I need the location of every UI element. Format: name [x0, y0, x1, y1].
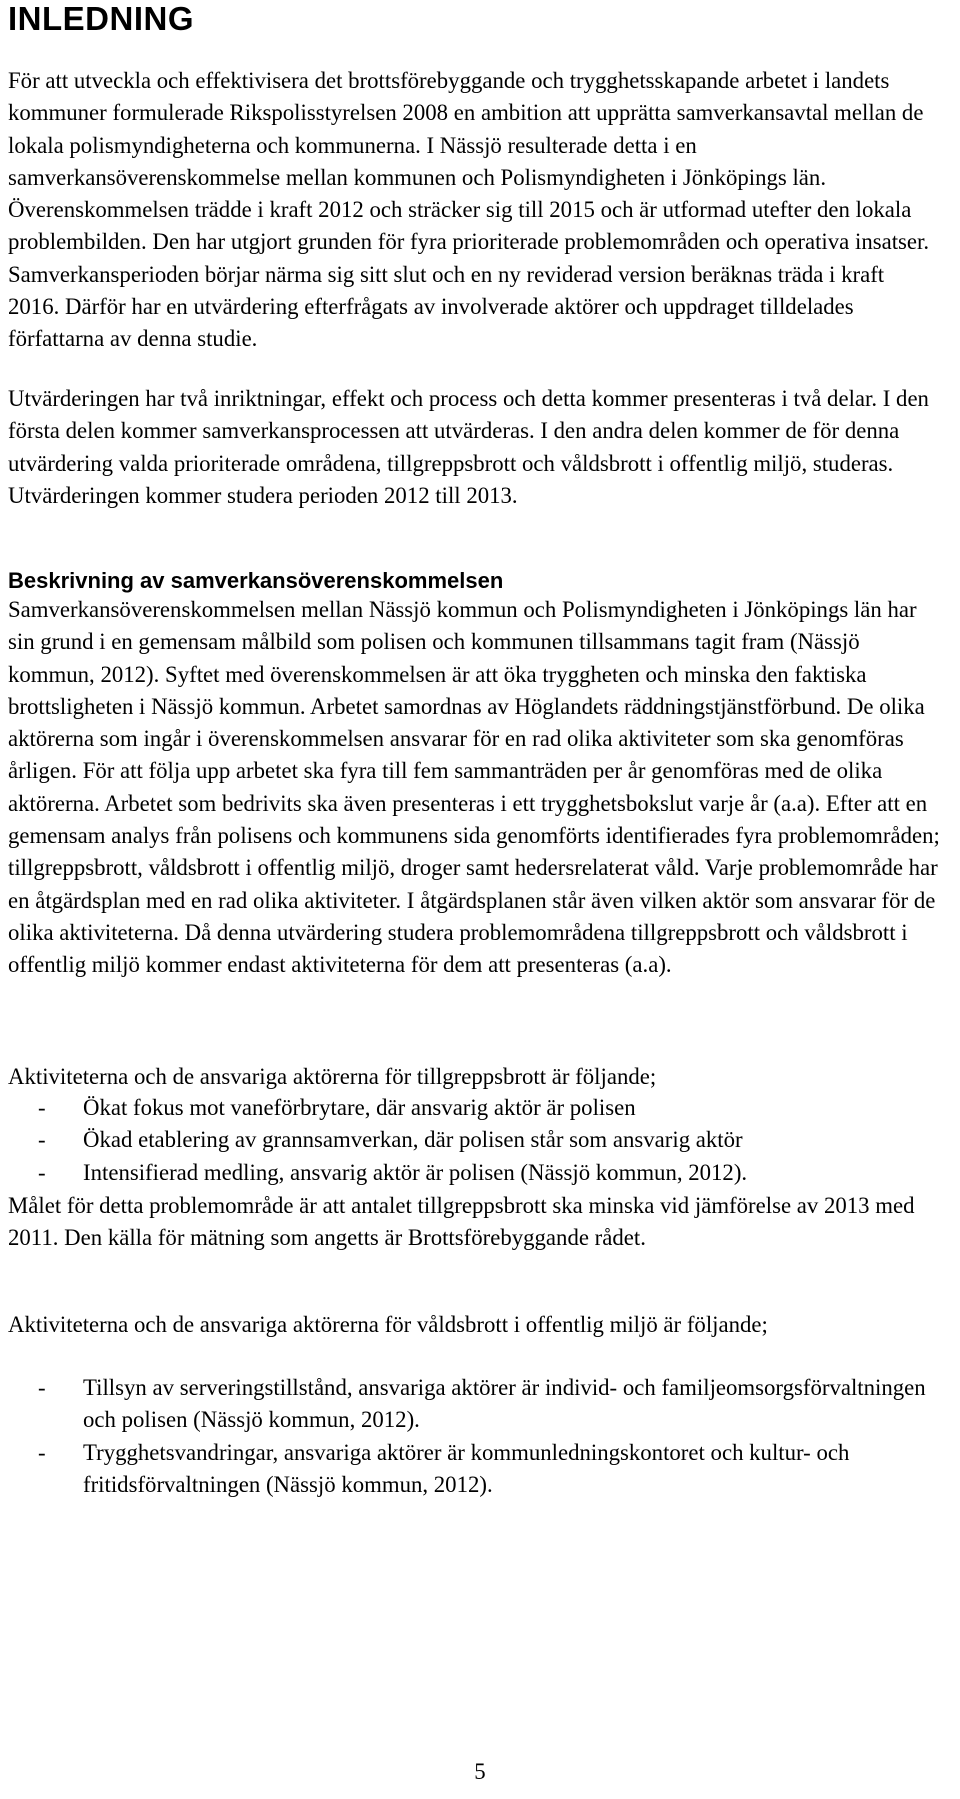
list-dash: -	[38, 1375, 46, 1400]
document-page	[8, 0, 943, 1799]
list-item	[8, 1157, 938, 1189]
theft-activities-intro: Aktiviteterna och de ansvariga aktörerna för tillgreppsbrott är följande;	[8, 1064, 657, 1089]
list-item	[8, 1437, 938, 1502]
list-dash: -	[38, 1159, 46, 1185]
list-dash: -	[38, 1127, 46, 1153]
theft-goal-paragraph: Målet för detta problemområde är att antalet tillgreppsbrott ska minska vid jämförelse av 2013 med 2011. Den källa för mätning som angetts är Brottsförebyggande rådet.	[8, 1193, 915, 1251]
intro-paragraph-1: För att utveckla och effektivisera det brottsförebyggande och trygghetsskapande arbetet i landets kommuner formulerade Rikspolisstyrelsen 2008 en ambition att upprätta samverkansavtal mellan de lokala polismyndigheterna och kommunerna. I Nässjö resulterade detta i en samverkansöverenskommelse mellan kommunen och Polismyndigheten i Jönköpings län. Överenskommelsen trädde i kraft 2012 och sträcker sig till 2015 och är utformad utefter den lokala problembilden. Den har utgjort grunden för fyra prioriterade problemområden och operativa insatser. Samverkansperioden börjar närma sig sitt slut och en ny reviderad version beräknas träda i kraft 2016. Därför har en utvärdering efterfrågats av involverade aktörer och uppdraget tilldelades författarna av denna studie.	[8, 68, 930, 352]
list-dash: -	[38, 1439, 46, 1465]
list-item	[8, 1092, 938, 1124]
section-paragraph-1: Samverkansöverenskommelsen mellan Nässjö kommun och Polismyndigheten i Jönköpings län har sin grund i en gemensam målbild som polisen och kommunen tillsammans tagit fram (Nässjö kommun, 2012). Syftet med överenskommelsen är att öka tryggheten och minska den faktiska brottsligheten i Nässjö kommun. Arbetet samordnas av Höglandets räddningstjänstförbund. De olika aktörerna som ingår i överenskommelsen ansvarar för en rad olika aktiviteter som ska genomföras årligen. För att följa upp arbetet ska fyra till fem sammanträden per år genomföras med de olika aktörerna. Arbetet som bedrivits ska även presenteras i ett trygghetsbokslut varje år (a.a). Efter att en gemensam analys från polisens och kommunens sida genomförts identifierades fyra problemområden; tillgreppsbrott, våldsbrott i offentlig miljö, droger samt hedersrelaterat våld. Varje problemområde har en åtgärdsplan med en rad olika aktiviteter. I åtgärdsplanen står även vilken aktör som ansvarar för de olika aktiviteterna. Då denna utvärdering studera problemområdena tillgreppsbrott och våldsbrott i offentlig miljö kommer endast aktiviteterna för dem att presenteras (a.a).	[8, 597, 940, 978]
list-item-text: Trygghetsvandringar, ansvariga aktörer är kommunledningskontoret och kultur- och fritidsförvaltningen (Nässjö kommun, 2012).	[83, 1439, 850, 1497]
list-item-text: Ökat fokus mot vaneförbrytare, där ansvarig aktör är polisen	[83, 1095, 636, 1120]
violence-activities-intro: Aktiviteterna och de ansvariga aktörerna för våldsbrott i offentlig miljö är följande;	[8, 1312, 768, 1337]
violence-activities-list	[8, 1372, 938, 1501]
list-dash: -	[38, 1095, 46, 1120]
theft-activities-list	[8, 1092, 938, 1189]
list-item	[8, 1372, 938, 1437]
intro-paragraph-2: Utvärderingen har två inriktningar, effekt och process och detta kommer presenteras i två delar. I den första delen kommer samverkansprocessen att utvärderas. I den andra delen kommer de för denna utvärdering valda prioriterade områdena, tillgreppsbrott och våldsbrott i offentlig miljö, studeras. Utvärderingen kommer studera perioden 2012 till 2013.	[8, 386, 929, 508]
list-item	[8, 1124, 938, 1156]
list-item-text: Intensifierad medling, ansvarig aktör är polisen (Nässjö kommun, 2012).	[83, 1159, 748, 1185]
page-title: INLEDNING	[8, 0, 194, 37]
list-item-text: Tillsyn av serveringstillstånd, ansvariga aktörer är individ- och familjeomsorgsförvaltningen och polisen (Nässjö kommun, 2012).	[83, 1375, 926, 1433]
section-heading: Beskrivning av samverkansöverenskommelsen	[8, 568, 504, 593]
list-item-text: Ökad etablering av grannsamverkan, där polisen står som ansvarig aktör	[83, 1127, 743, 1153]
page-number: 5	[474, 1759, 486, 1784]
